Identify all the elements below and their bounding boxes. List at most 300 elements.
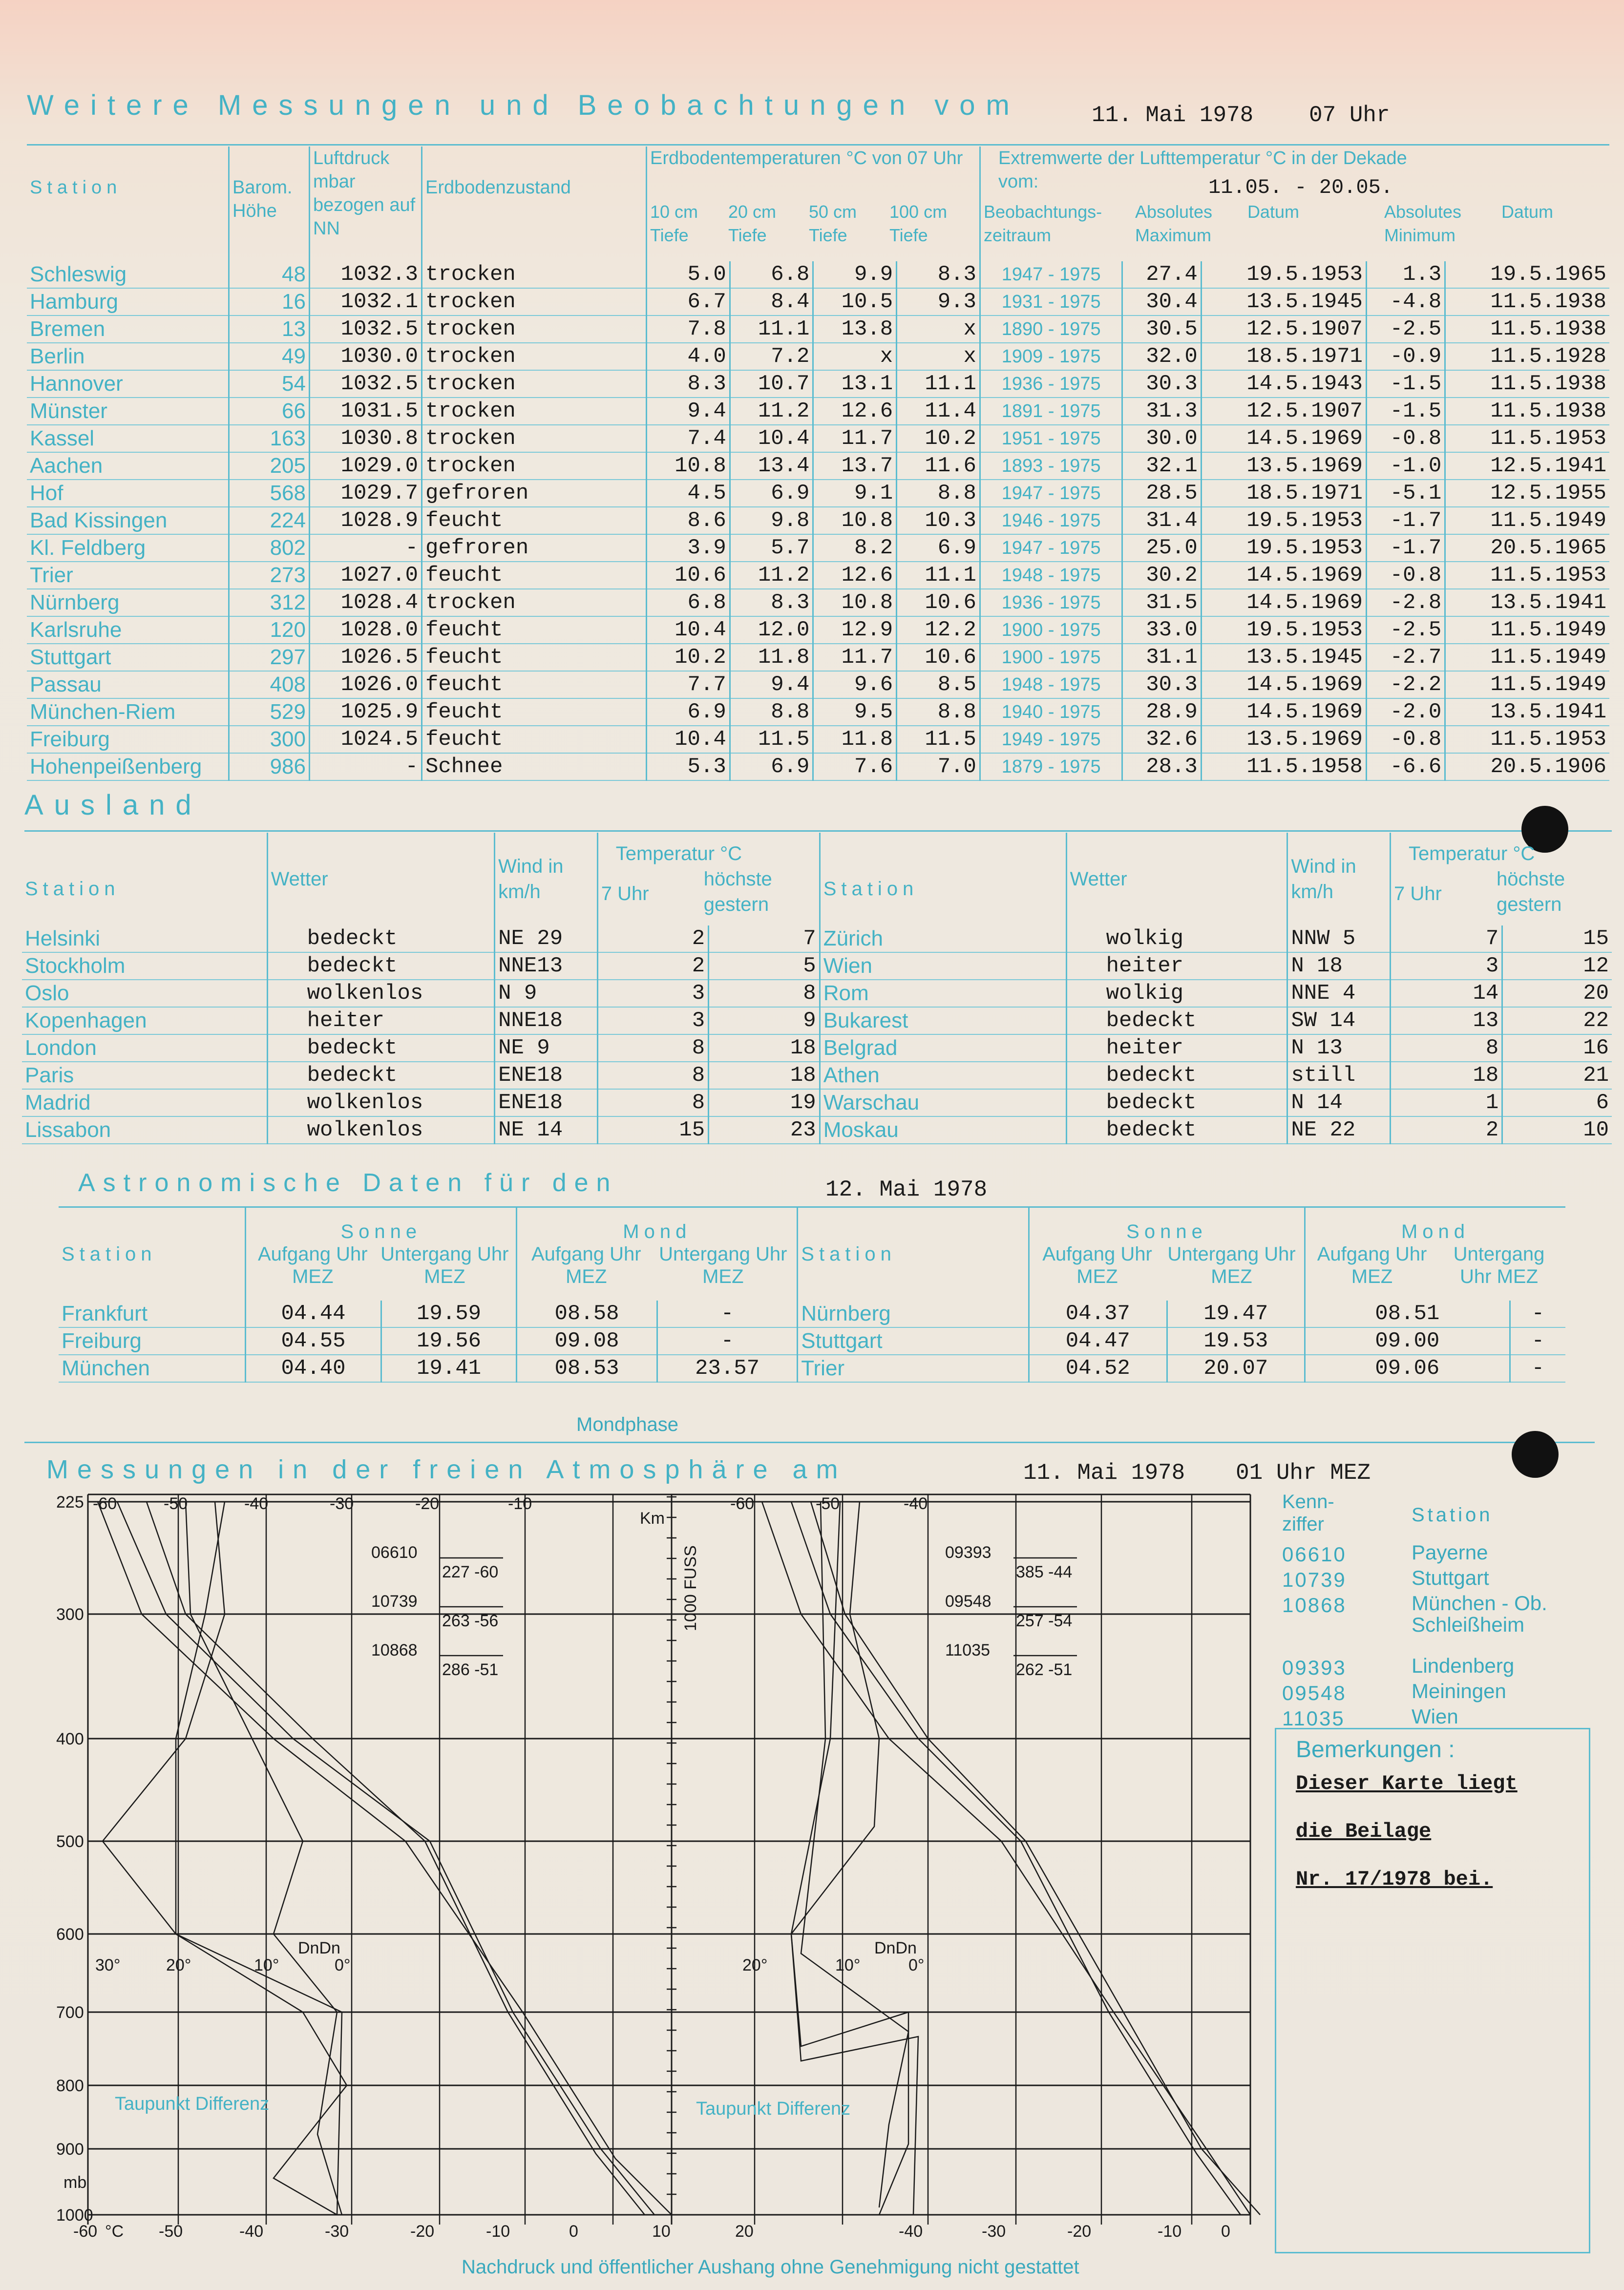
dd-scale-right: 10° <box>835 1956 861 1975</box>
table-row <box>22 1089 1612 1116</box>
table-cell: 20.5.1906 <box>1445 753 1609 780</box>
depth-100: 100 cm Tiefe <box>889 202 948 245</box>
table-row <box>27 534 1609 562</box>
sonne-sub-l <box>249 1243 513 1288</box>
table-cell: 08.53 <box>517 1355 657 1382</box>
table-cell: 18 <box>1391 1062 1502 1089</box>
station-header: Station <box>1412 1504 1493 1526</box>
table-cell: 1031.5 <box>310 398 422 425</box>
table-cell: 13.5.1941 <box>1445 698 1609 726</box>
absmax: Absolutes Maximum <box>1135 202 1213 245</box>
table-cell: 13.5.1969 <box>1201 452 1366 480</box>
temp-label-top: -50 <box>816 1494 840 1513</box>
table-cell: 120 <box>229 616 310 644</box>
table-cell: trocken <box>422 425 647 452</box>
table-cell: -0.8 <box>1366 726 1445 753</box>
col-wind-r: Wind in km/h <box>1287 833 1391 925</box>
table-cell: 1.3 <box>1366 261 1445 288</box>
table-cell: 13.8 <box>813 315 897 343</box>
table-cell: wolkenlos <box>267 980 494 1007</box>
table-cell: 2 <box>597 925 709 952</box>
table-cell: 11.5.1938 <box>1445 315 1609 343</box>
table-cell: Hamburg <box>27 288 229 315</box>
station-entry <box>1282 1681 1587 1706</box>
aerological-diagram <box>0 1485 1280 2256</box>
aufgang: Aufgang Uhr MEZ <box>1317 1243 1427 1287</box>
table-row <box>27 370 1609 398</box>
table-cell: 13 <box>1391 1007 1502 1034</box>
station-name: Payerne <box>1412 1541 1488 1564</box>
table-cell: 1027.0 <box>310 562 422 589</box>
dd-scale-left: 0° <box>335 1956 351 1975</box>
table-cell: 3 <box>597 1007 709 1034</box>
mond-sub-l <box>520 1243 794 1288</box>
table-cell: 9.8 <box>730 507 813 534</box>
station-code: 09548 <box>1282 1681 1347 1704</box>
table-cell: 1951 - 1975 <box>980 425 1122 452</box>
hoechste-l: höchste gestern <box>703 868 772 915</box>
table-cell: 3 <box>597 980 709 1007</box>
table-cell: 1931 - 1975 <box>980 288 1122 315</box>
table-row <box>27 425 1609 452</box>
table-cell: 21 <box>1502 1062 1612 1089</box>
table-cell: 6.7 <box>647 288 730 315</box>
table-cell: Paris <box>22 1062 267 1089</box>
dd-scale-left: 30° <box>95 1956 121 1975</box>
table-row <box>22 980 1612 1007</box>
table-cell: - <box>1510 1355 1565 1382</box>
station-code: 06610 <box>1282 1543 1347 1566</box>
aufgang: Aufgang Uhr MEZ <box>257 1243 368 1287</box>
section1-time: 07 Uhr <box>1309 103 1390 128</box>
table-cell: 8.3 <box>647 370 730 398</box>
table-cell: 568 <box>229 480 310 507</box>
table-cell: 8 <box>597 1089 709 1116</box>
table-cell: 32.1 <box>1122 452 1201 480</box>
table-cell: NNE13 <box>495 952 598 980</box>
col-station-r: Station <box>820 833 1066 925</box>
table-cell: 11.5.1938 <box>1445 398 1609 425</box>
table-cell: 49 <box>229 343 310 370</box>
table-cell: 18.5.1971 <box>1201 480 1366 507</box>
table-cell: 8.8 <box>897 698 980 726</box>
table-cell: -1.5 <box>1366 398 1445 425</box>
table-cell: Kl. Feldberg <box>27 534 229 562</box>
table-cell: feucht <box>422 507 647 534</box>
table-cell: - <box>657 1301 798 1327</box>
table-cell: Nürnberg <box>27 589 229 616</box>
table-cell: 11.5.1953 <box>1445 562 1609 589</box>
table-cell: NE 9 <box>495 1034 598 1062</box>
table-cell: 1028.9 <box>310 507 422 534</box>
table-cell: -2.2 <box>1366 671 1445 698</box>
table-cell: bedeckt <box>267 1034 494 1062</box>
table-cell: 1949 - 1975 <box>980 726 1122 753</box>
table-cell: feucht <box>422 698 647 726</box>
table-cell: 04.47 <box>1029 1327 1167 1355</box>
table-cell: wolkenlos <box>267 1089 494 1116</box>
pressure-label: 300 <box>56 1605 84 1624</box>
table-cell: trocken <box>422 589 647 616</box>
table-cell: gefroren <box>422 480 647 507</box>
table-row <box>22 1007 1612 1034</box>
table-cell: Aachen <box>27 452 229 480</box>
table-cell: 3 <box>1391 952 1502 980</box>
temp-label-bottom: -30 <box>982 2222 1006 2241</box>
table-cell: Kassel <box>27 425 229 452</box>
table-cell: 19.59 <box>381 1301 517 1327</box>
table-cell: 1032.3 <box>310 261 422 288</box>
table-cell: Bremen <box>27 315 229 343</box>
temp-header-l: Temperatur °C <box>615 843 742 864</box>
table-row <box>22 1034 1612 1062</box>
table-row <box>27 507 1609 534</box>
section1-title: Weitere Messungen und Beobachtungen vom <box>27 89 1020 121</box>
depth-headers <box>650 200 976 247</box>
table-cell: 6.8 <box>647 589 730 616</box>
station-code: 10739 <box>1282 1568 1347 1591</box>
table-cell: 1891 - 1975 <box>980 398 1122 425</box>
table-cell: 1032.5 <box>310 370 422 398</box>
table-cell: 04.52 <box>1029 1355 1167 1382</box>
table-cell: Freiburg <box>59 1327 246 1355</box>
table-cell: -1.5 <box>1366 370 1445 398</box>
table-cell: 13.7 <box>813 452 897 480</box>
table-cell: 32.6 <box>1122 726 1201 753</box>
table-cell: München <box>59 1355 246 1382</box>
dd-scale-left: 20° <box>166 1956 191 1975</box>
table-cell: 11.5.1938 <box>1445 288 1609 315</box>
sonne-r: Sonne <box>1126 1221 1207 1242</box>
table-cell: ENE18 <box>495 1062 598 1089</box>
celsius-label: °C <box>105 2222 124 2241</box>
table-cell: 529 <box>229 698 310 726</box>
table-cell: 19.53 <box>1167 1327 1305 1355</box>
col-wetter-l: Wetter <box>267 833 494 925</box>
dd-scale-right: 0° <box>908 1956 925 1975</box>
table-cell: bedeckt <box>1066 1116 1287 1144</box>
table-cell: 19.5.1953 <box>1201 616 1366 644</box>
table-cell: 8 <box>597 1062 709 1089</box>
table-cell: bedeckt <box>1066 1062 1287 1089</box>
table-cell: 11.7 <box>813 425 897 452</box>
table-cell: 13.1 <box>813 370 897 398</box>
table-cell: 11.6 <box>897 452 980 480</box>
table-cell: wolkig <box>1066 980 1287 1007</box>
table-cell: 10.3 <box>897 507 980 534</box>
table-cell: 11.5.1928 <box>1445 343 1609 370</box>
table-cell: 9.1 <box>813 480 897 507</box>
table-cell: 66 <box>229 398 310 425</box>
divider <box>24 1442 1595 1443</box>
col-barom: Barom. Höhe <box>229 147 310 261</box>
table-cell: 30.3 <box>1122 370 1201 398</box>
table-cell: 19.5.1953 <box>1201 534 1366 562</box>
table-cell: Trier <box>27 562 229 589</box>
table-cell: 1026.0 <box>310 671 422 698</box>
table-cell: 20.5.1965 <box>1445 534 1609 562</box>
station-entry <box>1282 1542 1587 1567</box>
table-row <box>27 398 1609 425</box>
table-cell: 9.9 <box>813 261 897 288</box>
table-cell: NNE 4 <box>1287 980 1391 1007</box>
table-cell: 16 <box>1502 1034 1612 1062</box>
table-cell: Moskau <box>820 1116 1066 1144</box>
table-cell: Kopenhagen <box>22 1007 267 1034</box>
table-cell: 30.5 <box>1122 315 1201 343</box>
table-cell: 14.5.1969 <box>1201 562 1366 589</box>
table-cell: 8.3 <box>730 589 813 616</box>
table-cell: London <box>22 1034 267 1062</box>
bemerkungen-title: Bemerkungen : <box>1296 1737 1455 1763</box>
table-cell: 18.5.1971 <box>1201 343 1366 370</box>
station-entry <box>1282 1593 1587 1636</box>
table-cell: 12.2 <box>897 616 980 644</box>
table-cell: Lissabon <box>22 1116 267 1144</box>
table-cell: heiter <box>267 1007 494 1034</box>
station-code: 10868 <box>1282 1594 1347 1617</box>
legend-value: 286 -51 <box>442 1660 499 1679</box>
temp-label-top: -40 <box>244 1494 269 1513</box>
extrem-subheaders <box>984 200 1606 247</box>
table-cell: 1030.8 <box>310 425 422 452</box>
table-cell: 1893 - 1975 <box>980 452 1122 480</box>
table-cell: 8.3 <box>897 261 980 288</box>
col-extremwerte <box>980 147 1609 261</box>
table-cell: 30.0 <box>1122 425 1201 452</box>
table-cell: 10.4 <box>647 726 730 753</box>
col-zustand: Erdbodenzustand <box>422 147 647 261</box>
table-cell: 163 <box>229 425 310 452</box>
table-cell: 4.5 <box>647 480 730 507</box>
table-cell: 14 <box>1391 980 1502 1007</box>
table-cell: 11.1 <box>730 315 813 343</box>
table-cell: trocken <box>422 261 647 288</box>
table-cell: bedeckt <box>267 1062 494 1089</box>
taupunkt-right: Taupunkt Differenz <box>696 2099 851 2119</box>
table-cell: N 9 <box>495 980 598 1007</box>
table-cell: 5.3 <box>647 753 730 780</box>
table-row <box>27 753 1609 780</box>
table-row <box>27 589 1609 616</box>
table-cell: wolkenlos <box>267 1116 494 1144</box>
table-cell: 11.1 <box>897 562 980 589</box>
temp-subheaders-l <box>601 866 816 917</box>
table-cell: -2.7 <box>1366 644 1445 671</box>
table-cell: 9.5 <box>813 698 897 726</box>
table-cell: 1 <box>1391 1089 1502 1116</box>
table-cell: Hannover <box>27 370 229 398</box>
astro-table <box>59 1208 1565 1383</box>
legend-value: 227 -60 <box>442 1563 499 1581</box>
table-cell: 10.2 <box>647 644 730 671</box>
table-row <box>22 952 1612 980</box>
table-cell: 11.2 <box>730 562 813 589</box>
table-row <box>27 343 1609 370</box>
table-cell: 12.5.1955 <box>1445 480 1609 507</box>
table-cell: Karlsruhe <box>27 616 229 644</box>
legend-value: 385 -44 <box>1016 1563 1073 1581</box>
diagram-grid <box>88 1494 1250 2225</box>
table-cell: Nürnberg <box>798 1301 1029 1327</box>
aufgang: Aufgang Uhr MEZ <box>1042 1243 1152 1287</box>
table-cell: Bukarest <box>820 1007 1066 1034</box>
temp-label-top: -60 <box>730 1494 755 1513</box>
table-row <box>27 562 1609 589</box>
table-cell: 09.00 <box>1305 1327 1510 1355</box>
table-cell: 32.0 <box>1122 343 1201 370</box>
table-cell: feucht <box>422 726 647 753</box>
table-row <box>22 1062 1612 1089</box>
table-cell: 6.9 <box>897 534 980 562</box>
table-cell: N 13 <box>1287 1034 1391 1062</box>
table-cell: -0.9 <box>1366 343 1445 370</box>
table-cell: 8.6 <box>647 507 730 534</box>
table-cell: 1936 - 1975 <box>980 589 1122 616</box>
table-cell: Münster <box>27 398 229 425</box>
table-cell: 19.56 <box>381 1327 517 1355</box>
table-cell: x <box>813 343 897 370</box>
table-row <box>27 480 1609 507</box>
table-cell: feucht <box>422 562 647 589</box>
temp-label-bottom: -20 <box>410 2222 435 2241</box>
table-cell: 14.5.1969 <box>1201 698 1366 726</box>
table-cell: - <box>310 753 422 780</box>
table-cell: Belgrad <box>820 1034 1066 1062</box>
station-list <box>1282 1542 1587 1731</box>
table-cell: bedeckt <box>1066 1089 1287 1116</box>
table-cell: 11.5.1949 <box>1445 671 1609 698</box>
table-row <box>27 644 1609 671</box>
temp-label-bottom: -10 <box>1158 2222 1182 2241</box>
table-cell: 10.8 <box>813 589 897 616</box>
table-cell: -1.7 <box>1366 534 1445 562</box>
table-cell: 6.8 <box>730 261 813 288</box>
legend-code: 09548 <box>945 1592 991 1611</box>
aufgang: Aufgang Uhr MEZ <box>531 1243 641 1287</box>
atmosphaere-time: 01 Uhr MEZ <box>1236 1460 1371 1486</box>
dndn-right: DnDn <box>874 1939 917 1957</box>
temp-label-bottom: -30 <box>325 2222 349 2241</box>
table-cell: 312 <box>229 589 310 616</box>
table-cell: 1029.7 <box>310 480 422 507</box>
table-cell: 20 <box>1502 980 1612 1007</box>
table-cell: 23 <box>709 1116 820 1144</box>
mond-l: Mond <box>623 1221 692 1242</box>
astro-rows <box>59 1301 1565 1382</box>
pressure-label: 900 <box>56 2140 84 2159</box>
table-cell: 224 <box>229 507 310 534</box>
table-cell: 802 <box>229 534 310 562</box>
untergang: Untergang Uhr MEZ <box>380 1243 509 1287</box>
table-cell: 6.9 <box>730 753 813 780</box>
table-row <box>22 1116 1612 1144</box>
table-cell: 9 <box>709 1007 820 1034</box>
ausland-rows <box>22 925 1612 1144</box>
table-cell: NNE18 <box>495 1007 598 1034</box>
bemerkungen-line-3: Nr. 17/1978 bei. <box>1296 1868 1493 1891</box>
table-cell: Schnee <box>422 753 647 780</box>
table-cell: 10.6 <box>897 589 980 616</box>
mb-label: mb <box>63 2173 87 2192</box>
temp-label-top: -50 <box>164 1494 188 1513</box>
table-cell: N 14 <box>1287 1089 1391 1116</box>
temp-label-top: -60 <box>93 1494 117 1513</box>
table-cell: NE 29 <box>495 925 598 952</box>
legend-value: 262 -51 <box>1016 1660 1073 1679</box>
table-cell: 10.6 <box>647 562 730 589</box>
table-cell: heiter <box>1066 1034 1287 1062</box>
table-cell: 408 <box>229 671 310 698</box>
table-row <box>27 671 1609 698</box>
table-cell: 19 <box>709 1089 820 1116</box>
table-cell: - <box>657 1327 798 1355</box>
col-station: Station <box>30 177 122 198</box>
zeitraum: Beobachtungs-zeitraum <box>983 202 1102 245</box>
station-name: Wien <box>1412 1705 1458 1728</box>
table-cell: 10.8 <box>813 507 897 534</box>
table-cell: 19.41 <box>381 1355 517 1382</box>
table-cell: 7.2 <box>730 343 813 370</box>
table-cell: 04.40 <box>246 1355 381 1382</box>
table-cell: 14.5.1969 <box>1201 589 1366 616</box>
col-wetter-r: Wetter <box>1066 833 1287 925</box>
table-cell: 12.6 <box>813 562 897 589</box>
table-cell: 1948 - 1975 <box>980 562 1122 589</box>
divider <box>27 144 1609 146</box>
table-cell: trocken <box>422 370 647 398</box>
pressure-label: 225 <box>56 1493 84 1512</box>
table-cell: 9.4 <box>647 398 730 425</box>
table-cell: 1947 - 1975 <box>980 534 1122 562</box>
table-cell: Madrid <box>22 1089 267 1116</box>
table-cell: feucht <box>422 616 647 644</box>
temp-label-bottom: -40 <box>899 2222 923 2241</box>
table-cell: 13.5.1969 <box>1201 726 1366 753</box>
table-cell: 5 <box>709 952 820 980</box>
extrem-header: Extremwerte der Lufttemperatur °C in der Dekade vom: <box>998 148 1407 192</box>
section1-date: 11. Mai 1978 <box>1092 103 1254 128</box>
table-cell: 1030.0 <box>310 343 422 370</box>
col-sonne-r <box>1029 1208 1305 1301</box>
table-cell: 273 <box>229 562 310 589</box>
table-cell: 1032.5 <box>310 315 422 343</box>
pressure-label: 800 <box>56 2077 84 2095</box>
table-cell: 19.5.1965 <box>1445 261 1609 288</box>
fuss-label: 1000 FUSS <box>681 1545 700 1631</box>
station-code: 11035 <box>1282 1707 1345 1730</box>
table-cell: 8 <box>597 1034 709 1062</box>
legend-value: 263 -56 <box>442 1612 499 1630</box>
mond-sub-r <box>1308 1243 1562 1288</box>
table-cell: -2.8 <box>1366 589 1445 616</box>
table-cell: 1025.9 <box>310 698 422 726</box>
table-cell: 4.0 <box>647 343 730 370</box>
untergang: Untergang Uhr MEZ <box>1167 1243 1296 1287</box>
table-cell: 7.8 <box>647 315 730 343</box>
temp-label-bottom: 0 <box>569 2222 578 2241</box>
table-cell: 28.9 <box>1122 698 1201 726</box>
atmosphaere-title: Messungen in der freien Atmosphäre am <box>46 1455 847 1484</box>
table-cell: 8.8 <box>897 480 980 507</box>
table-cell: 5.0 <box>647 261 730 288</box>
table-cell: 09.06 <box>1305 1355 1510 1382</box>
pressure-label: 700 <box>56 2003 84 2022</box>
table-cell: Helsinki <box>22 925 267 952</box>
hoechste-r: höchste gestern <box>1497 868 1565 915</box>
table-cell: 1024.5 <box>310 726 422 753</box>
temp-label-bottom: -50 <box>159 2222 183 2241</box>
